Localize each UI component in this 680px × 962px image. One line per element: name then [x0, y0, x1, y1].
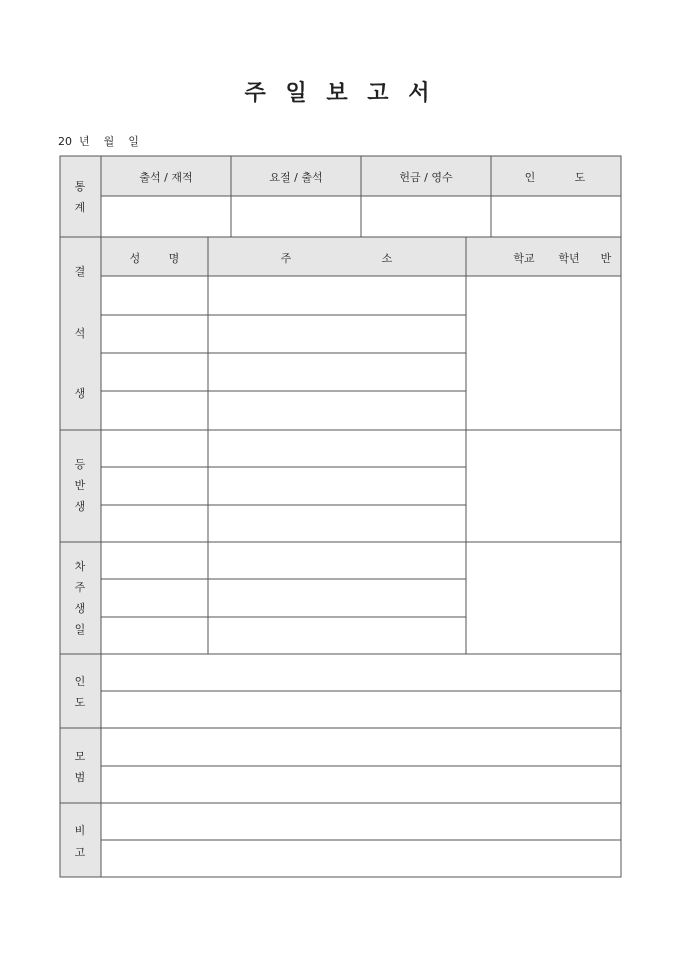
section-label-remarks-1: 비	[74, 824, 86, 837]
section-label-stats-1: 통	[74, 180, 86, 193]
section-label-accompanied-3: 생	[74, 500, 86, 513]
section-label-stats-2: 계	[74, 201, 86, 214]
stats-header-guidance-b: 도	[574, 171, 586, 184]
section-label-absent-2: 석	[74, 327, 86, 340]
absent-header-school: 학교	[513, 252, 535, 265]
stats-header-guidance-a: 인	[524, 171, 536, 184]
section-label-model-2: 범	[74, 771, 86, 784]
date-line: 20 년 월 일	[58, 135, 139, 148]
section-label-absent-3: 생	[74, 387, 86, 400]
section-label-absent-1: 결	[74, 265, 86, 278]
absent-header-address-b: 소	[381, 252, 393, 265]
section-label-birthdays-2: 주	[74, 581, 86, 594]
absent-header-name-a: 성	[129, 252, 141, 265]
absent-header-address-a: 주	[280, 252, 292, 265]
absent-header-class: 반	[600, 252, 612, 265]
stats-header-attendance: 출석 / 재적	[139, 171, 193, 184]
section-label-guidance-2: 도	[74, 696, 86, 709]
absent-header-grade: 학년	[558, 252, 580, 265]
section-label-model-1: 모	[74, 750, 86, 763]
section-label-birthdays-4: 일	[74, 623, 86, 636]
stats-header-offering: 헌금 / 영수	[399, 171, 453, 184]
page-title: 주 일 보 고 서	[244, 80, 436, 106]
absent-header-name-b: 명	[168, 252, 180, 265]
section-label-birthdays-3: 생	[74, 602, 86, 615]
section-label-remarks-2: 고	[74, 846, 86, 859]
section-label-birthdays-1: 차	[74, 560, 86, 573]
section-label-accompanied-1: 등	[74, 458, 86, 471]
stats-header-required-attendance: 요절 / 출석	[269, 171, 323, 184]
section-label-accompanied-2: 반	[74, 479, 86, 492]
section-label-guidance-1: 인	[74, 675, 86, 688]
